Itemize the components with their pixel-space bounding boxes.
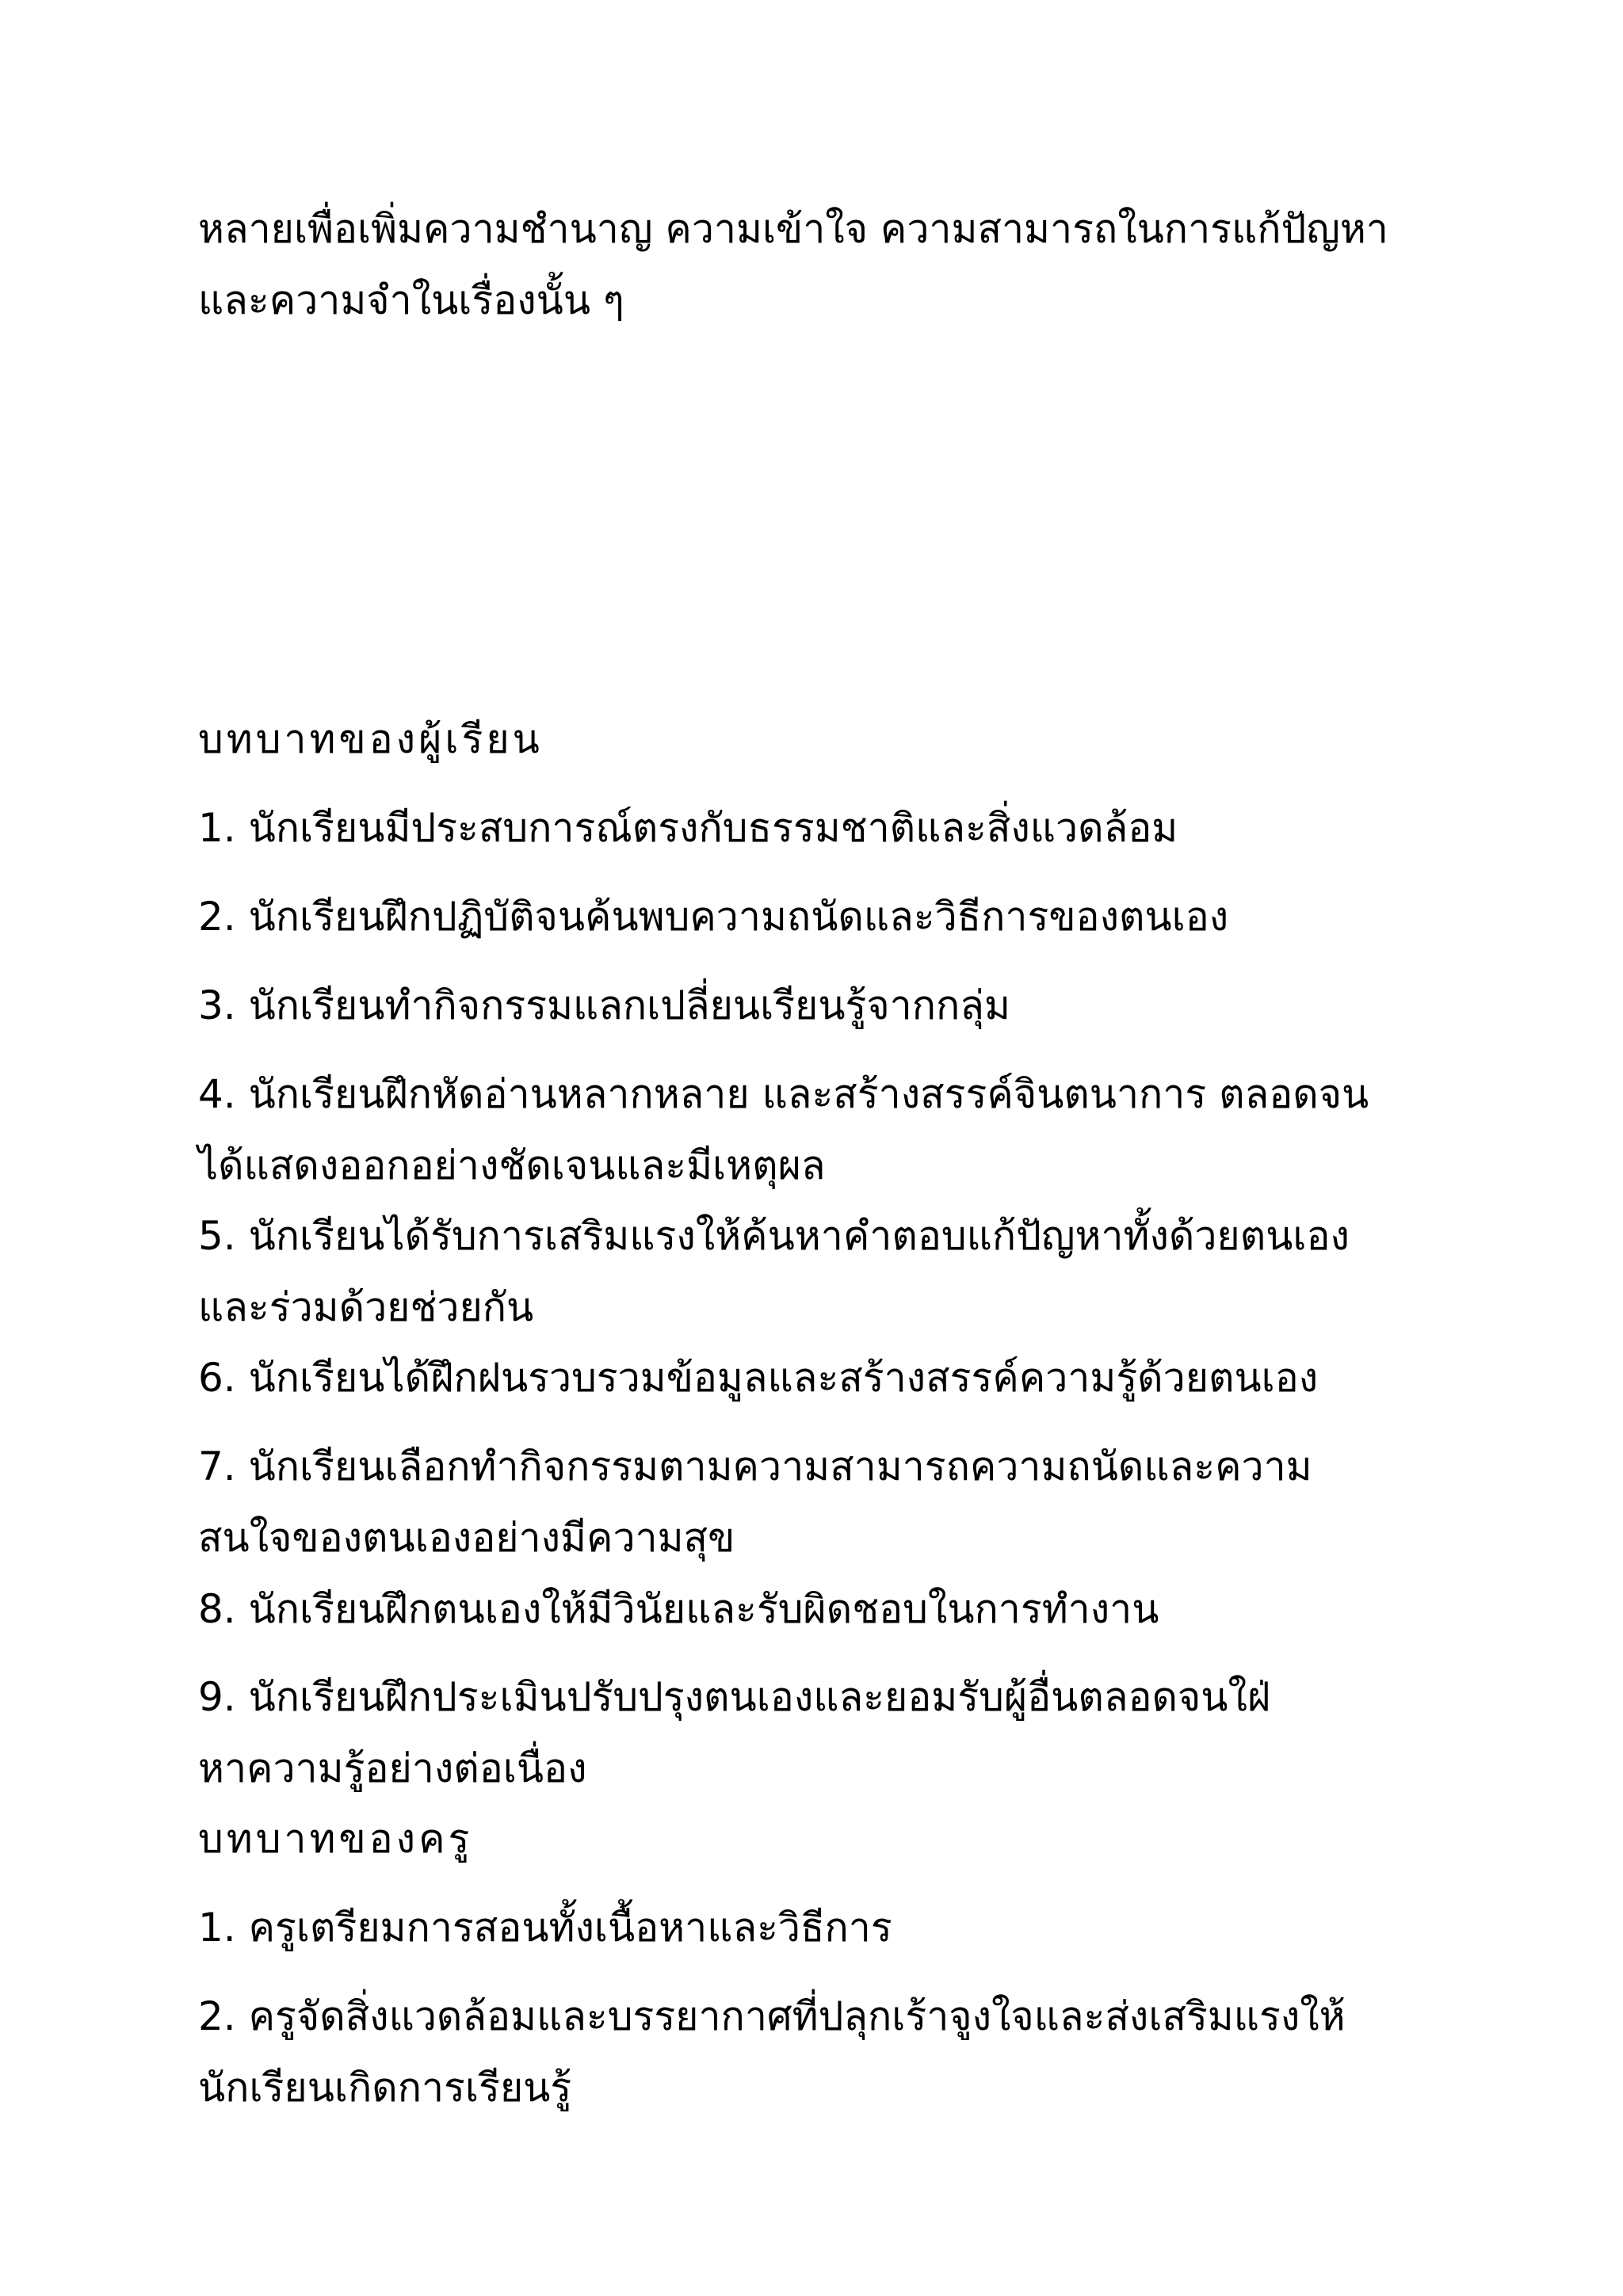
intro-paragraph	[198, 193, 1434, 336]
learner-item-3	[198, 970, 1434, 1041]
teacher-item-1-line-1: 1. ครูเตรียมการสอนทั้งเนื้อหาและวิธีการ	[198, 1905, 892, 1951]
teacher-item-2	[198, 1981, 1434, 2123]
teacher-item-2-line-2: นักเรียนเกิดการเรียนรู้	[198, 2065, 572, 2111]
learner-item-2-line-1: 2. นักเรียนฝึกปฏิบัติจนค้นพบความถนัดและวิธีการของตนเอง	[198, 894, 1229, 940]
teacher-role-heading: บทบาทของครู	[198, 1816, 473, 1862]
learner-item-1-line-1: 1. นักเรียนมีประสบการณ์ตรงกับธรรมชาติและสิ่งแวดล้อม	[198, 805, 1178, 851]
learner-item-1	[198, 792, 1434, 864]
learner-role-heading: บทบาทของผู้เรียน	[198, 716, 543, 762]
learner-item-9-line-2: หาความรู้อย่างต่อเนื่อง	[198, 1745, 587, 1791]
learner-item-9	[198, 1661, 1434, 1804]
learner-item-4	[198, 1058, 1434, 1201]
intro-line-2: และความจำในเรื่องนั้น ๆ	[198, 277, 624, 323]
learner-item-6	[198, 1342, 1434, 1413]
intro-line-1: หลายเพื่อเพิ่มความชำนาญ ความเข้าใจ ความสามารถในการแก้ปัญหา	[198, 206, 1388, 252]
learner-item-3-line-1: 3. นักเรียนทำกิจกรรมแลกเปลี่ยนเรียนรู้จากกลุ่ม	[198, 982, 1010, 1028]
learner-item-7	[198, 1431, 1434, 1573]
learner-item-4-line-1: 4. นักเรียนฝึกหัดอ่านหลากหลาย และสร้างสรรค์จินตนาการ ตลอดจน	[198, 1071, 1369, 1117]
learner-item-7-line-1: 7. นักเรียนเลือกทำกิจกรรมตามความสามารถความถนัดและความ	[198, 1444, 1312, 1489]
learner-item-8	[198, 1573, 1434, 1645]
learner-item-9-line-1: 9. นักเรียนฝึกประเมินปรับปรุงตนเองและยอมรับผู้อื่นตลอดจนใฝ่	[198, 1674, 1271, 1720]
learner-item-5	[198, 1200, 1434, 1343]
learner-item-4-line-2: ได้แสดงออกอย่างชัดเจนและมีเหตุผล	[198, 1142, 826, 1188]
learner-item-6-line-1: 6. นักเรียนได้ฝึกฝนรวบรวมข้อมูลและสร้างสรรค์ความรู้ด้วยตนเอง	[198, 1355, 1319, 1401]
learner-item-8-line-1: 8. นักเรียนฝึกตนเองให้มีวินัยและรับผิดชอบในการทำงาน	[198, 1586, 1159, 1632]
learner-item-5-line-2: และร่วมด้วยช่วยกัน	[198, 1284, 534, 1330]
learner-item-2	[198, 881, 1434, 952]
teacher-item-1	[198, 1892, 1434, 1963]
learner-item-5-line-1: 5. นักเรียนได้รับการเสริมแรงให้ค้นหาคำตอบแก้ปัญหาทั้งด้วยตนเอง	[198, 1213, 1350, 1259]
learner-item-7-line-2: สนใจของตนเองอย่างมีความสุข	[198, 1515, 735, 1561]
teacher-item-2-line-1: 2. ครูจัดสิ่งแวดล้อมและบรรยากาศที่ปลุกเร้าจูงใจและส่งเสริมแรงให้	[198, 1993, 1346, 2039]
